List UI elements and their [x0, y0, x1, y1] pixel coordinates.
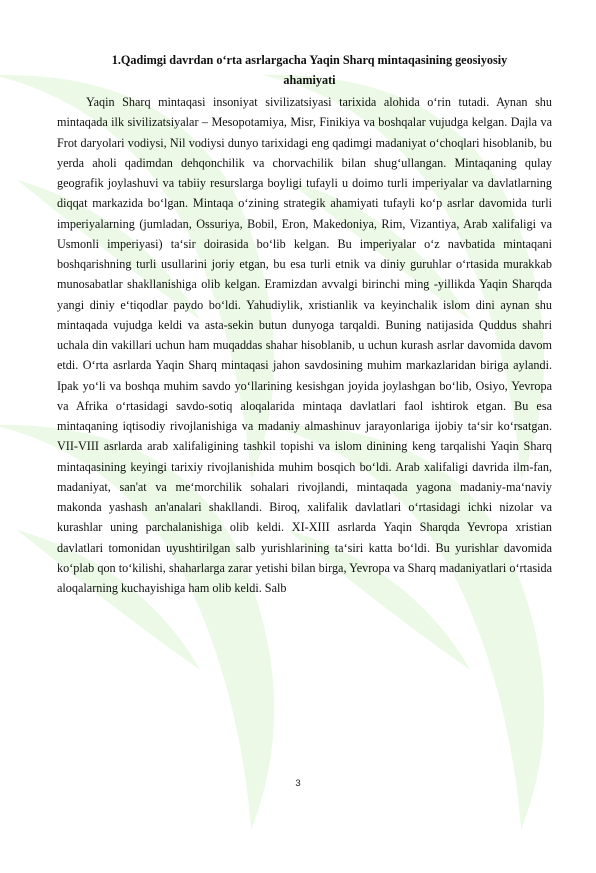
section-title [57, 50, 552, 90]
title-line-1: 1.Qadimgi davrdan o‘rta asrlargacha Yaqin Sharq mintaqasining geosiyosiy [111, 53, 508, 67]
title-line-2: ahamiyati [283, 73, 336, 87]
document-page [57, 50, 552, 598]
body-paragraph: Yaqin Sharq mintaqasi insoniyat sivilizatsiyasi tarixida alohida o‘rin tutadi. Aynan shu mintaqada ilk sivilizatsiyalar – Mesopotamiya, Misr, Finikiya va boshqalar vujudga kelgan. Dajla va Frot daryolari vodiysi, Nil vodiysi dunyo tarixidagi eng qadimgi madaniyat o‘choqlari hisoblanib, bu yerda aholi qadimdan dehqonchilik va chorvachilik bilan shug‘ullangan. Mintaqaning qulay geografik joylashuvi va tabiiy resurslarga boyligi tufayli u doimo turli imperiyalar va davlatlarning diqqat markazida bo‘lgan. Mintaqa o‘zining strategik ahamiyati tufayli ko‘p asrlar davomida turli imperiyalarning (jumladan, Ossuriya, Bobil, Eron, Makedoniya, Rim, Vizantiya, Arab xalifaligi va Usmonli imperiyasi) ta‘sir doirasida bo‘lib kelgan. Bu imperiyalar o‘z navbatida mintaqani boshqarishning turli usullarini joriy etgan, bu esa turli etnik va diniy guruhlar o‘rtasida murakkab munosabatlar shakllanishiga olib kelgan. Eramizdan avvalgi birinchi ming -yillikda Yaqin Sharqda yangi diniy e‘tiqodlar paydo bo‘ldi. Yahudiylik, xristianlik va keyinchalik islom dini aynan shu mintaqada vujudga keldi va asta-sekin butun dunyoga tarqaldi. Buning natijasida Quddus shahri uchala din vakillari uchun ham muqaddas shahar hisoblanib, u uchun kurash asrlar davomida davom etdi. O‘rta asrlarda Yaqin Sharq mintaqasi jahon savdosining muhim markazlaridan biriga aylandi. Ipak yo‘li va boshqa muhim savdo yo‘llarining kesishgan joyida joylashgan bo‘lib, Osiyo, Yevropa va Afrika o‘rtasidagi savdo-sotiq aloqalarida mintaqa davlatlari faol ishtirok etgan. Bu esa mintaqaning iqtisodiy rivojlanishiga va madaniy almashinuv jarayonlariga ijobiy ta‘sir ko‘rsatgan. VII-VIII asrlarda arab xalifaligining tashkil topishi va islom dinining keng tarqalishi Yaqin Sharq mintaqasining keyingi tarixiy rivojlanishida muhim bosqich bo‘ldi. Arab xalifaligi davrida ilm-fan, madaniyat, san'at va me‘morchilik sohalari rivojlandi, mintaqada yagona madaniy-ma‘naviy makonda yashash an'analari shakllandi. Biroq, xalifalik davlatlari o‘rtasidagi ichki nizolar va kurashlar uning parchalanishiga olib keldi. XI-XIII asrlarda Yaqin Sharqda Yevropa xristian davlatlari tomonidan uyushtirilgan salb yurishlarining ta‘siri katta bo‘ldi. Bu yurishlar davomida ko‘plab qon to‘kilishi, shaharlarga zarar yetishi bilan birga, Yevropa va Sharq madaniyatlari o‘rtasida aloqalarning kuchayishiga ham olib keldi. Salb [57, 95, 552, 595]
page-number: 3 [295, 778, 301, 789]
